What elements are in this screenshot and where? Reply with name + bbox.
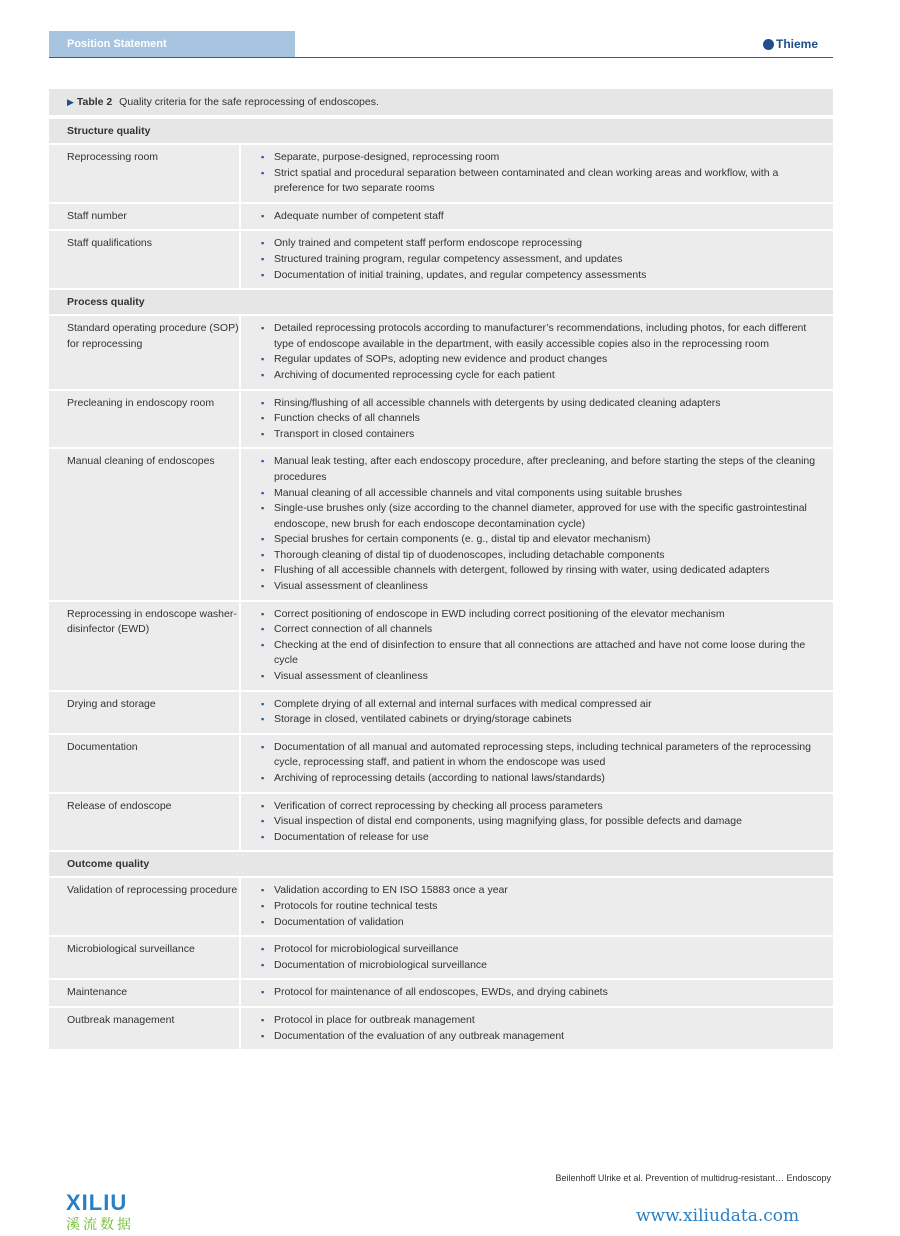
criteria-item: ▪ Structured training program, regular competency assessment, and updates	[261, 252, 823, 268]
logo-text: XILIU	[66, 1190, 128, 1215]
criteria-item: ▪ Documentation of validation	[261, 915, 823, 931]
criteria-item: ▪ Visual assessment of cleanliness	[261, 579, 823, 595]
logo-chinese-text: 溪流数据	[66, 1216, 134, 1232]
row-label: Outbreak management	[49, 1008, 241, 1049]
criteria-item: ▪ Validation according to EN ISO 15883 once a year	[261, 883, 823, 899]
criteria-item: ▪ Storage in closed, ventilated cabinets or drying/storage cabinets	[261, 712, 823, 728]
criteria-item: ▪ Transport in closed containers	[261, 427, 823, 443]
criteria-item: ▪ Correct positioning of endoscope in EWD including correct positioning of the elevator mechanism	[261, 607, 823, 623]
row-label: Documentation	[49, 735, 241, 792]
criteria-item: ▪ Detailed reprocessing protocols according to manufacturer’s recommendations, including photos, for each different type of endoscope available in the department, with easily accessible copies also in the reprocessing room	[261, 321, 823, 352]
criteria-item: ▪ Thorough cleaning of distal tip of duodenoscopes, including detachable components	[261, 548, 823, 564]
table-row	[49, 935, 833, 978]
section-header: Structure quality	[49, 117, 833, 143]
table-row	[49, 202, 833, 230]
criteria-item: ▪ Protocol in place for outbreak management	[261, 1013, 823, 1029]
row-label: Standard operating procedure (SOP) for reprocessing	[49, 316, 241, 388]
criteria-item: ▪ Protocol for maintenance of all endoscopes, EWDs, and drying cabinets	[261, 985, 823, 1001]
table-row	[49, 389, 833, 448]
table-row	[49, 876, 833, 935]
table-row	[49, 229, 833, 288]
row-label: Manual cleaning of endoscopes	[49, 449, 241, 599]
criteria-item: ▪ Rinsing/flushing of all accessible channels with detergents by using dedicated cleaning adapters	[261, 396, 823, 412]
table-row	[49, 600, 833, 690]
criteria-list	[241, 449, 833, 599]
table-row	[49, 1006, 833, 1049]
criteria-item: ▪ Manual cleaning of all accessible channels and vital components using suitable brushes	[261, 486, 823, 502]
criteria-list	[241, 980, 833, 1006]
criteria-item: ▪ Strict spatial and procedural separation between contaminated and clean working areas and workflow, with a preference for two separate rooms	[261, 166, 823, 197]
criteria-list	[241, 937, 833, 978]
criteria-item: ▪ Only trained and competent staff perform endoscope reprocessing	[261, 236, 823, 252]
criteria-item: ▪ Protocol for microbiological surveillance	[261, 942, 823, 958]
row-label: Release of endoscope	[49, 794, 241, 851]
table-row	[49, 143, 833, 202]
criteria-list	[241, 204, 833, 230]
criteria-item: ▪ Visual inspection of distal end components, using magnifying glass, for possible defects and damage	[261, 814, 823, 830]
row-label: Reprocessing in endoscope washer-disinfector (EWD)	[49, 602, 241, 690]
criteria-list	[241, 794, 833, 851]
criteria-item: ▪ Documentation of all manual and automated reprocessing steps, including technical parameters of the reprocessing cycle, reprocessing staff, and patient in whom the endoscope was used	[261, 740, 823, 771]
row-label: Precleaning in endoscopy room	[49, 391, 241, 448]
criteria-item: ▪ Documentation of initial training, updates, and regular competency assessments	[261, 268, 823, 284]
header-divider	[49, 57, 833, 58]
row-label: Microbiological surveillance	[49, 937, 241, 978]
criteria-item: ▪ Single-use brushes only (size according to the channel diameter, approved for use with the specific gastrointestinal endoscope, new brush for each endoscope decontamination cycle)	[261, 501, 823, 532]
section-label: Position Statement	[49, 31, 295, 58]
criteria-item: ▪ Archiving of documented reprocessing cycle for each patient	[261, 368, 823, 384]
table-row	[49, 978, 833, 1006]
brand-name: Thieme	[775, 37, 818, 51]
criteria-item: ▪ Adequate number of competent staff	[261, 209, 823, 225]
website-link[interactable]: www.xiliudata.com	[636, 1206, 800, 1226]
table-caption-text: Quality criteria for the safe reprocessing of endoscopes.	[119, 96, 379, 108]
section-header: Process quality	[49, 288, 833, 314]
criteria-item: ▪ Flushing of all accessible channels with detergent, followed by rinsing with water, using dedicated adapters	[261, 563, 823, 579]
criteria-list	[241, 1008, 833, 1049]
criteria-item: ▪ Special brushes for certain components (e. g., distal tip and elevator mechanism)	[261, 532, 823, 548]
quality-criteria-table	[49, 89, 833, 1049]
criteria-list	[241, 692, 833, 733]
caption-triangle-icon: ▶	[67, 97, 74, 107]
criteria-item: ▪ Documentation of release for use	[261, 830, 823, 846]
table-row	[49, 792, 833, 851]
criteria-item: ▪ Protocols for routine technical tests	[261, 899, 823, 915]
row-label: Staff number	[49, 204, 241, 230]
criteria-list	[241, 602, 833, 690]
row-label: Maintenance	[49, 980, 241, 1006]
criteria-item: ▪ Complete drying of all external and internal surfaces with medical compressed air	[261, 697, 823, 713]
criteria-item: ▪ Archiving of reprocessing details (according to national laws/standards)	[261, 771, 823, 787]
footer-citation: Beilenhoff Ulrike et al. Prevention of multidrug-resistant… Endoscopy	[555, 1173, 831, 1183]
table-row	[49, 447, 833, 599]
table-caption	[49, 89, 833, 117]
table-row	[49, 690, 833, 733]
criteria-list	[241, 878, 833, 935]
row-label: Staff qualifications	[49, 231, 241, 288]
row-label: Reprocessing room	[49, 145, 241, 202]
criteria-item: ▪ Documentation of the evaluation of any outbreak management	[261, 1029, 823, 1045]
table-row	[49, 314, 833, 388]
table-number: Table 2	[76, 96, 113, 108]
criteria-item: ▪ Correct connection of all channels	[261, 622, 823, 638]
xiliu-logo	[66, 1190, 134, 1234]
row-label: Validation of reprocessing procedure	[49, 878, 241, 935]
criteria-item: ▪ Function checks of all channels	[261, 411, 823, 427]
criteria-list	[241, 231, 833, 288]
criteria-list	[241, 316, 833, 388]
table-row	[49, 733, 833, 792]
criteria-item: ▪ Separate, purpose-designed, reprocessing room	[261, 150, 823, 166]
section-header: Outcome quality	[49, 850, 833, 876]
criteria-list	[241, 735, 833, 792]
table-body	[49, 117, 833, 1049]
criteria-item: ▪ Manual leak testing, after each endoscopy procedure, after precleaning, and before starting the steps of the cleaning procedures	[261, 454, 823, 485]
criteria-item: ▪ Checking at the end of disinfection to ensure that all connections are attached and have not come loose during the cycle	[261, 638, 823, 669]
row-label: Drying and storage	[49, 692, 241, 733]
criteria-list	[241, 391, 833, 448]
criteria-item: ▪ Documentation of microbiological surveillance	[261, 958, 823, 974]
criteria-item: ▪ Visual assessment of cleanliness	[261, 669, 823, 685]
thieme-logo-icon	[763, 39, 774, 50]
criteria-item: ▪ Regular updates of SOPs, adopting new evidence and product changes	[261, 352, 823, 368]
criteria-list	[241, 145, 833, 202]
criteria-item: ▪ Verification of correct reprocessing by checking all process parameters	[261, 799, 823, 815]
publisher-brand[interactable]	[763, 37, 818, 51]
